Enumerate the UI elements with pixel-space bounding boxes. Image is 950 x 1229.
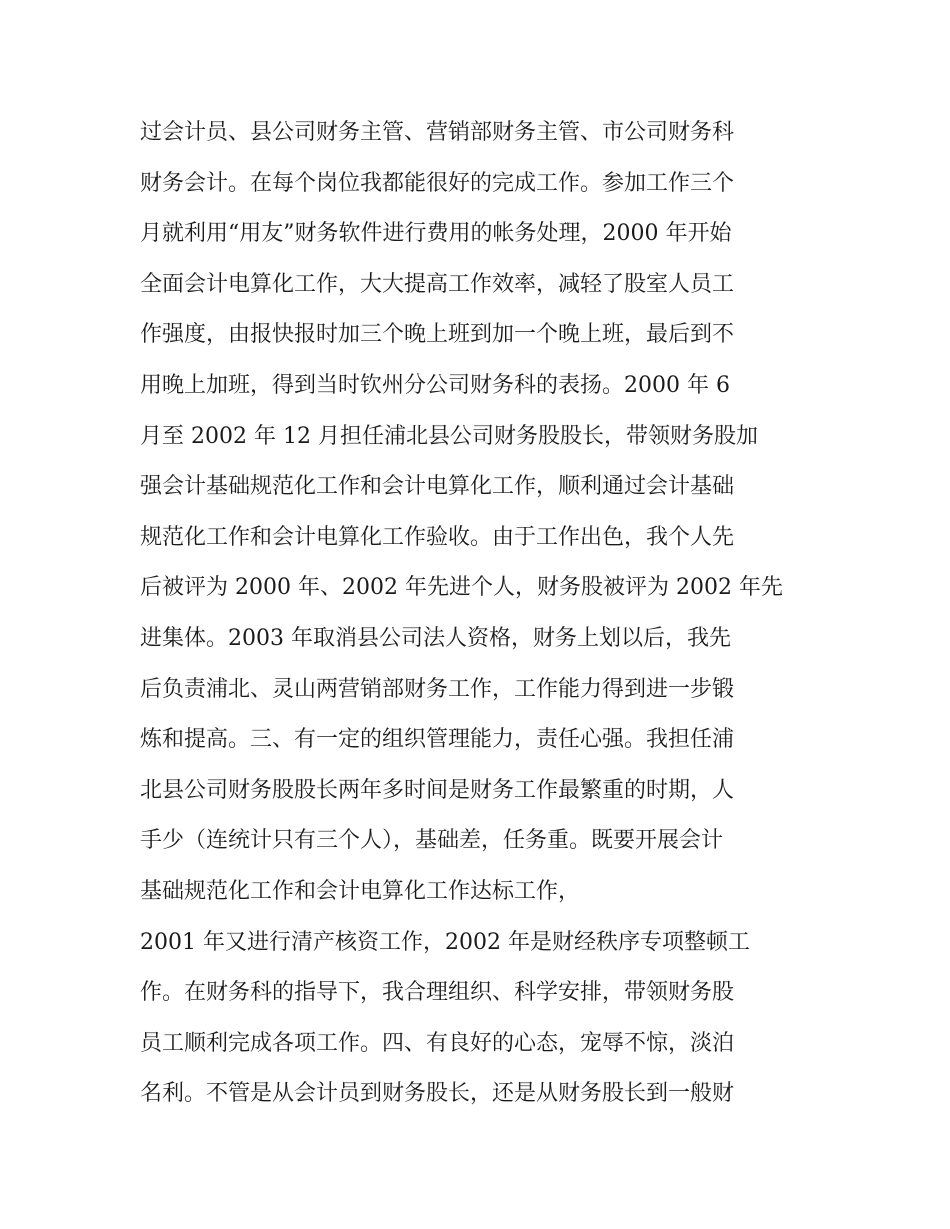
text-line-17: 2001 年又进行清产核资工作，2002 年是财经秩序专项整顿工	[140, 929, 750, 955]
text-line-4: 全面会计电算化工作，大大提高工作效率，减轻了股室人员工	[140, 271, 735, 297]
text-line-14: 北县公司财务股股长两年多时间是财务工作最繁重的时期，人	[140, 777, 735, 803]
text-line-16: 基础规范化工作和会计电算化工作达标工作，	[140, 878, 581, 904]
text-line-15: 手少（连统计只有三个人），基础差，任务重。既要开展会计	[140, 828, 724, 854]
text-line-12: 后负责浦北、灵山两营销部财务工作，工作能力得到进一步锻	[140, 676, 735, 702]
text-line-18: 作。在财务科的指导下，我合理组织、科学安排，带领财务股	[140, 980, 735, 1006]
text-line-10: 后被评为 2000 年、2002 年先进个人，财务股被评为 2002 年先	[140, 575, 783, 601]
text-line-1: 过会计员、县公司财务主管、营销部财务主管、市公司财务科	[140, 120, 735, 145]
text-line-7: 月至 2002 年 12 月担任浦北县公司财务股股长，带领财务股加	[140, 423, 758, 449]
text-line-19: 员工顺利完成各项工作。四、有良好的心态，宠辱不惊，淡泊	[140, 1030, 735, 1056]
text-line-5: 作强度，由报快报时加三个晚上班到加一个晚上班，最后到不	[140, 322, 735, 348]
text-line-11: 进集体。2003 年取消县公司法人资格，财务上划以后，我先	[140, 625, 731, 651]
text-line-13: 炼和提高。三、有一定的组织管理能力，责任心强。我担任浦	[140, 727, 735, 753]
text-line-9: 规范化工作和会计电算化工作验收。由于工作出色，我个人先	[140, 524, 735, 550]
text-line-2: 财务会计。在每个岗位我都能很好的完成工作。参加工作三个	[140, 170, 735, 196]
body-text	[140, 108, 820, 1120]
text-line-8: 强会计基础规范化工作和会计电算化工作，顺利通过会计基础	[140, 474, 735, 500]
text-line-20: 名利。不管是从会计员到财务股长，还是从财务股长到一般财	[140, 1081, 735, 1107]
text-line-3: 月就利用“用友”财务软件进行费用的帐务处理，2000 年开始	[140, 221, 732, 247]
text-line-6: 用晚上加班，得到当时钦州分公司财务科的表扬。2000 年 6	[140, 372, 730, 398]
